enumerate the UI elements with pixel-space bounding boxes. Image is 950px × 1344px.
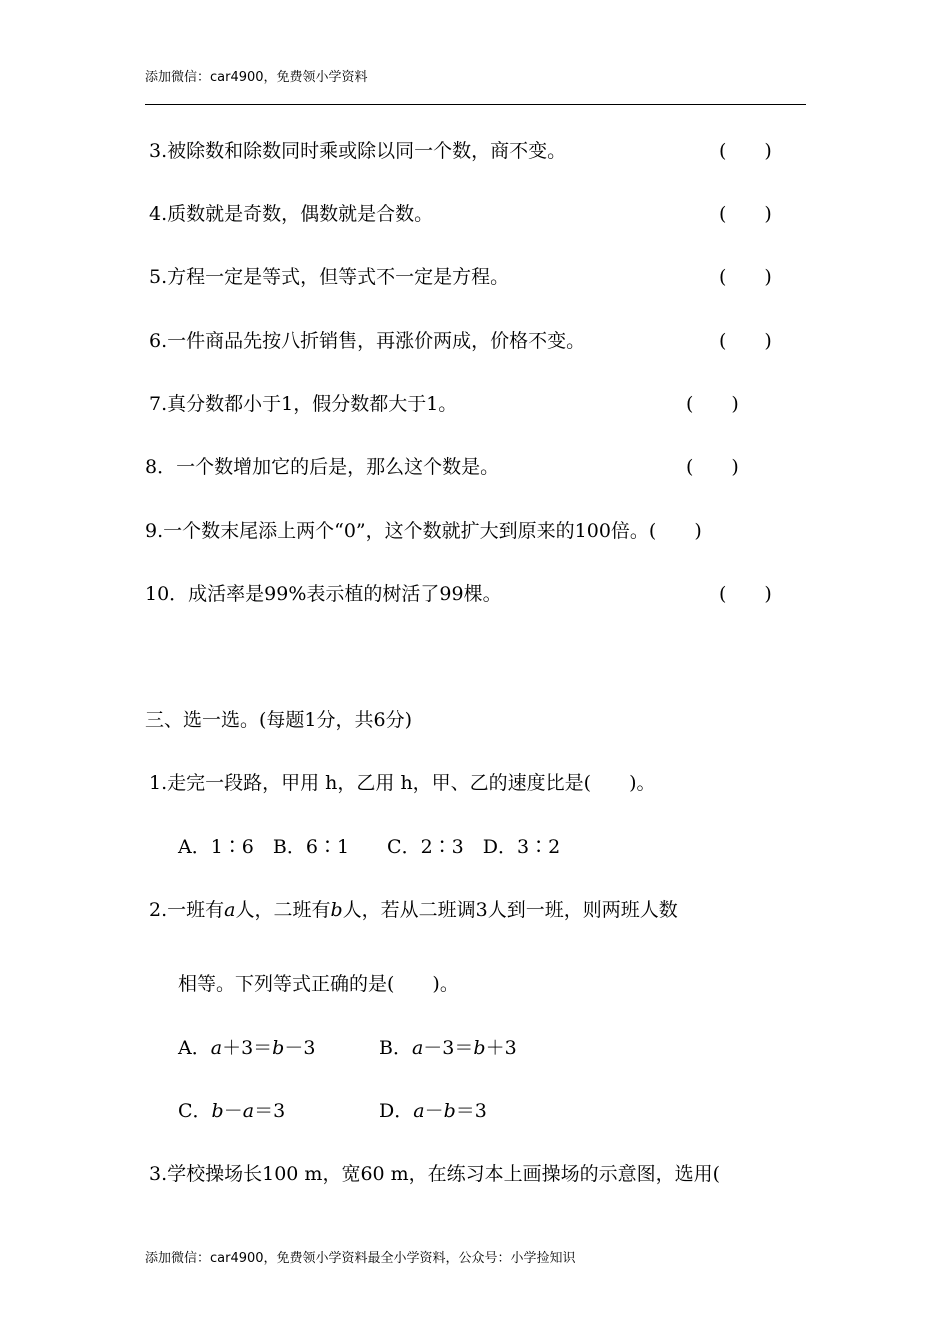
- q2-text-b: 人，二班有: [235, 899, 331, 921]
- q2-text-c: 人，若从二班调3人到一班，则两班人数: [342, 899, 678, 921]
- option-2d: D．a－b＝3: [379, 1100, 487, 1122]
- question-2-line1: [149, 898, 678, 922]
- q2-text-a: 2.一班有: [149, 899, 225, 921]
- question-1-options: A．1∶6 B．6∶1 C．2∶3 D．3∶2: [178, 836, 561, 858]
- judge-item-9: 9.一个数末尾添上两个“0”，这个数就扩大到原来的100倍。( ): [145, 520, 702, 542]
- option-2b: B．a－3＝b＋3: [379, 1037, 517, 1059]
- judge-item-3: 3.被除数和除数同时乘或除以同一个数，商不变。: [149, 140, 567, 162]
- judge-item-7: 7.真分数都小于1，假分数都大于1。: [149, 393, 458, 415]
- var-b: b: [330, 899, 343, 921]
- answer-blank-7: ( ): [686, 393, 739, 415]
- option-2c: C．b－a＝3: [178, 1100, 286, 1122]
- question-2-line2: 相等。下列等式正确的是( )。: [178, 973, 459, 995]
- page-footer: 添加微信：car4900，免费领小学资料最全小学资料，公众号：小学捡知识: [145, 1251, 576, 1266]
- page-header: 添加微信：car4900，免费领小学资料: [145, 70, 368, 85]
- question-1: 1.走完一段路，甲用 h，乙用 h，甲、乙的速度比是( )。: [149, 772, 656, 794]
- var-a: a: [224, 899, 236, 921]
- judge-item-8: 8．一个数增加它的后是，那么这个数是。: [145, 456, 500, 478]
- judge-item-5: 5.方程一定是等式，但等式不一定是方程。: [149, 266, 510, 288]
- answer-blank-10: ( ): [719, 583, 772, 605]
- answer-blank-4: ( ): [719, 203, 772, 225]
- option-2a: A．a＋3＝b－3: [178, 1037, 316, 1059]
- answer-blank-8: ( ): [686, 456, 739, 478]
- header-divider: [145, 104, 806, 105]
- judge-item-6: 6.一件商品先按八折销售，再涨价两成，价格不变。: [149, 330, 586, 352]
- section-title: 三、选一选。(每题1分，共6分): [145, 709, 413, 731]
- judge-item-4: 4.质数就是奇数，偶数就是合数。: [149, 203, 434, 225]
- judge-item-10: 10．成活率是99%表示植的树活了99棵。: [145, 583, 502, 605]
- answer-blank-5: ( ): [719, 266, 772, 288]
- answer-blank-6: ( ): [719, 330, 772, 352]
- answer-blank-3: ( ): [719, 140, 772, 162]
- question-3: 3.学校操场长100 m，宽60 m，在练习本上画操场的示意图，选用(: [149, 1163, 721, 1185]
